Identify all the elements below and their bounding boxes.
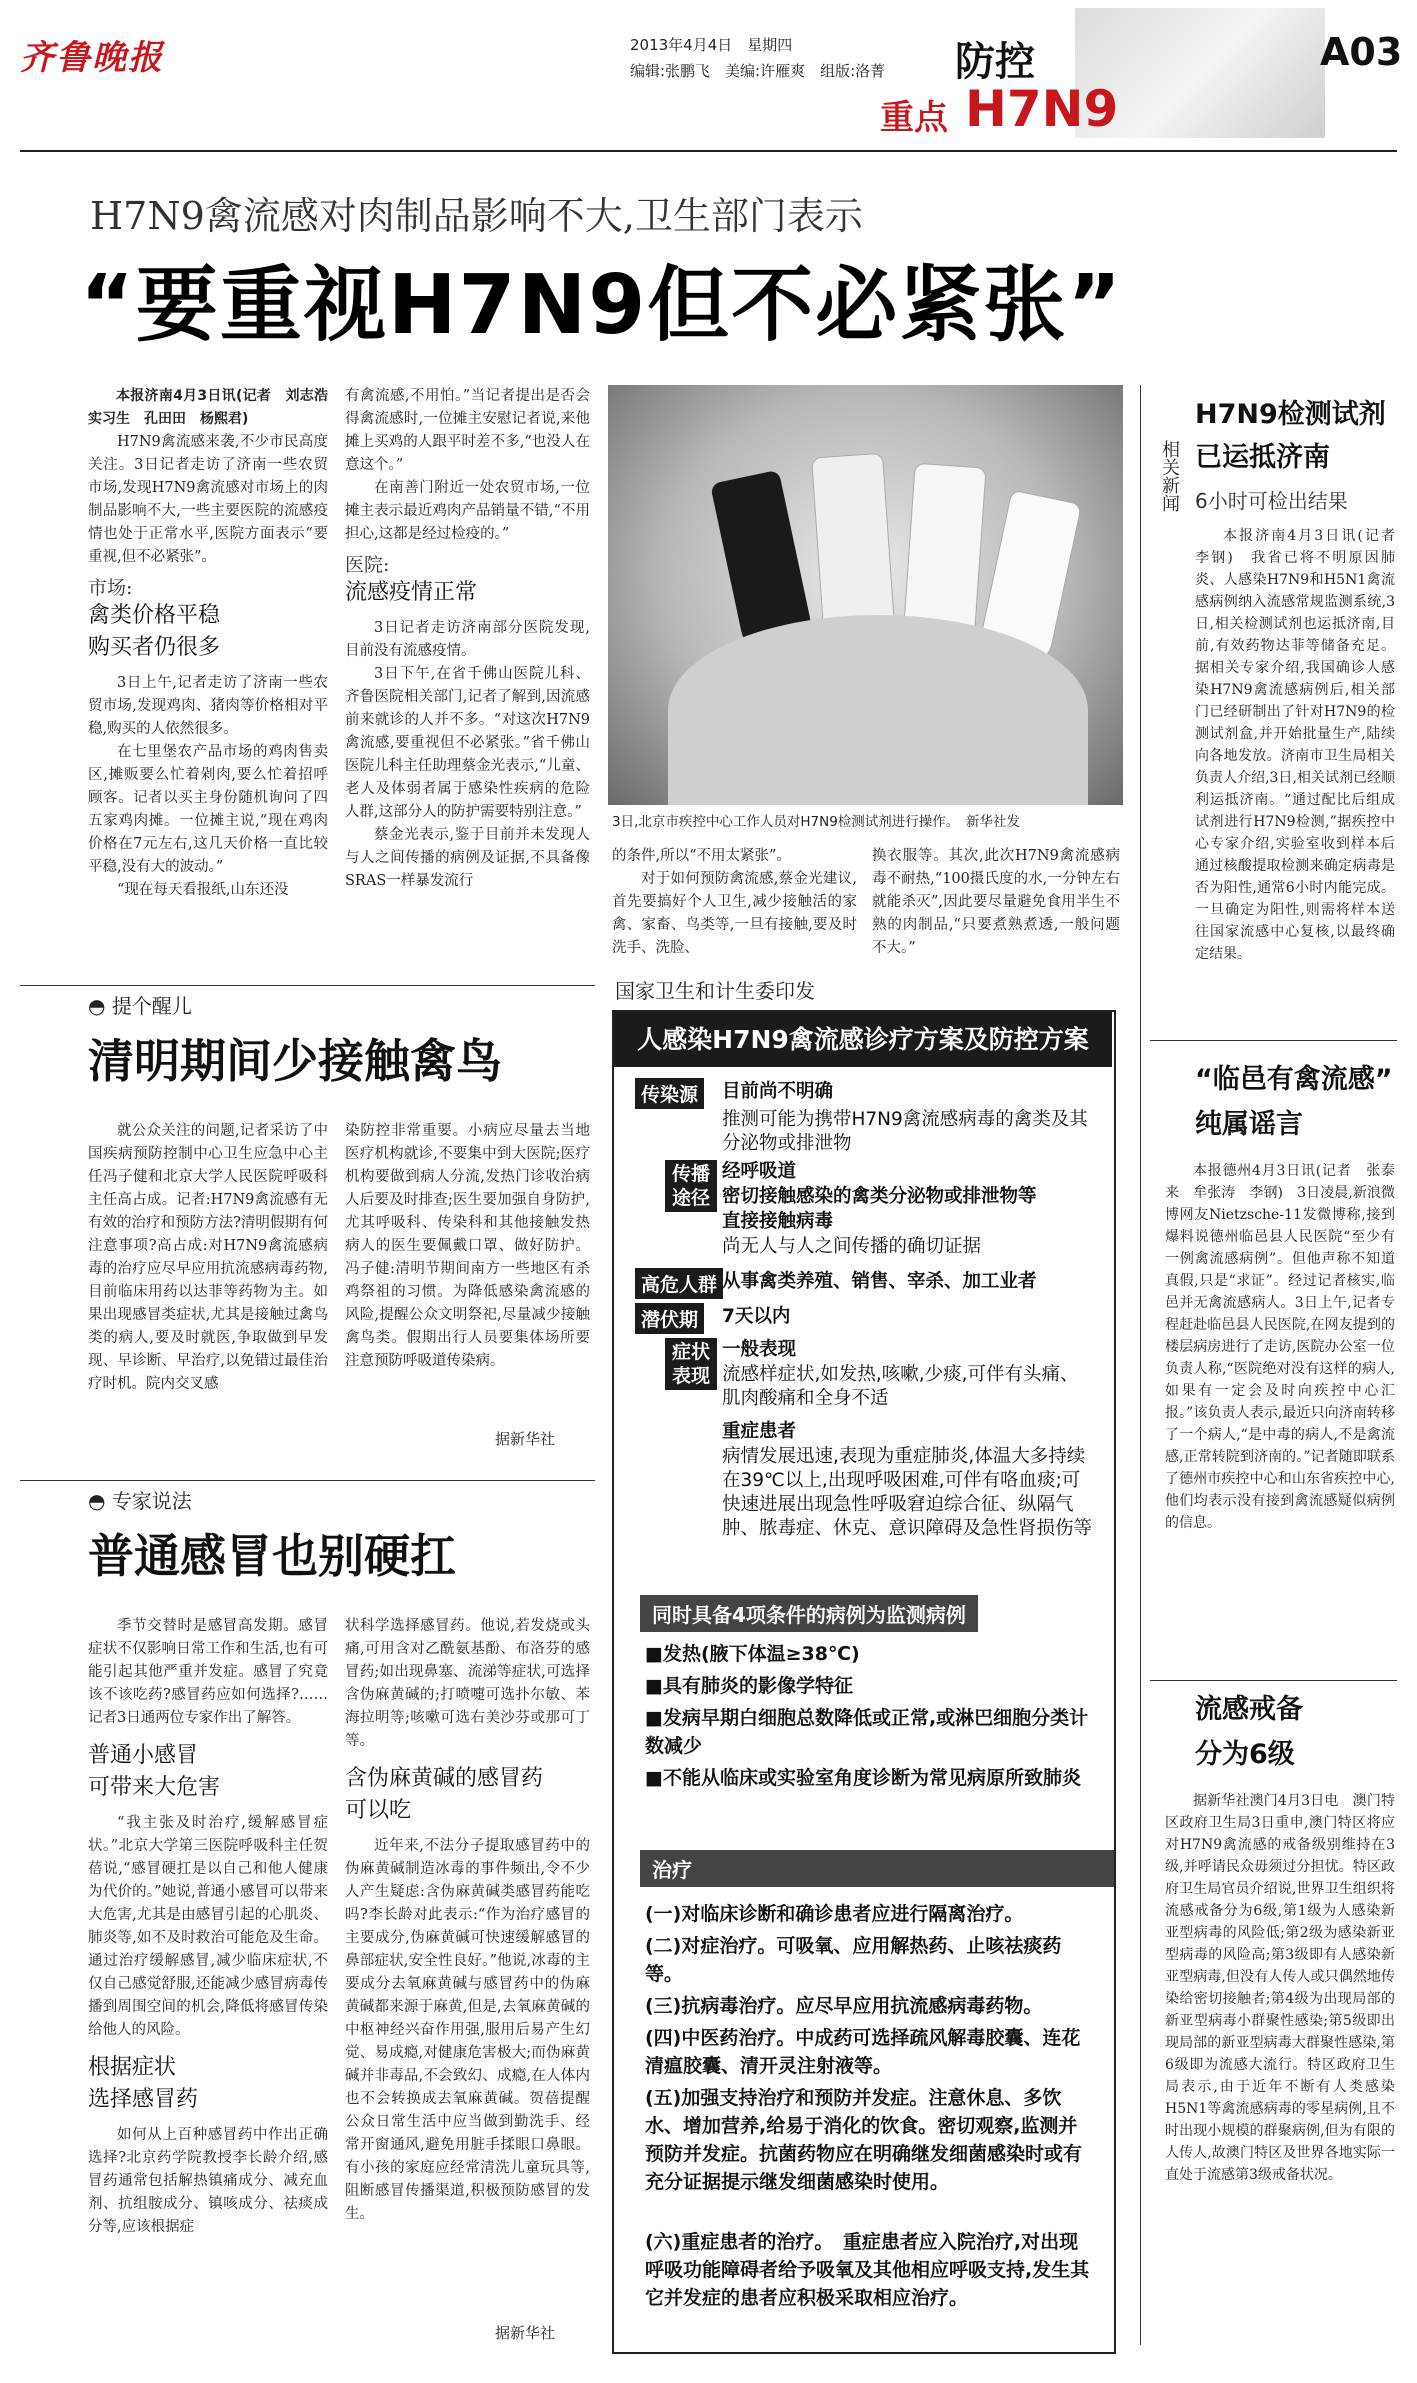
lead-column-2 [345, 385, 590, 893]
plan-route-1: 经呼吸道 [722, 1161, 797, 1182]
sidebar-1-body [1195, 525, 1409, 965]
expert-subtitle: 选择感冒药 [88, 2087, 199, 2112]
sidebar-rule [1150, 1040, 1397, 1041]
masthead: 齐鲁晚报 [20, 38, 164, 78]
header-rule [20, 150, 1397, 152]
section-h7n9-label: H7N9 [965, 80, 1119, 138]
expert-kicker: ◓ 专家说法 [88, 1489, 192, 1513]
page-number: A03 [1320, 30, 1403, 74]
expert-paragraph: 季节交替时是感冒高发期。感冒症状不仅影响日常工作和生活,也有可能引起其他严重并发症。感冒了究竟该不该吃药?感冒药应如何选择?……记者3日通两位专家作出了解答。 [88, 1618, 328, 1726]
lead-photo [608, 385, 1123, 805]
lead-paragraph: 有禽流感,不用怕。”当记者提出是否会得禽流感时,一位摊主安慰记者说,来他摊上买鸡的人跟平时差不多,“也没人在意这个。” [345, 388, 590, 473]
qingming-title: 清明期间少接触禽鸟 [88, 1034, 502, 1088]
tag-risk: 高危人群 [635, 1268, 723, 1299]
label-hospital: 医院: [345, 554, 390, 576]
treatment-item: (五)加强支持治疗和预防并发症。注意休息、多饮水、增加营养,给易于消化的饮食。密切观察,监测并预防并发症。抗菌药物应在明确继发细菌感染时或有充分证据提示继发细菌感染时使用。 [645, 2087, 1083, 2193]
expert-subtitle: 普通小感冒 [88, 1743, 199, 1768]
lead-paragraph: 3日下午,在省千佛山医院儿科、齐鲁医院相关部门,记者了解到,因流感前来就诊的人并不多。“对这次H7N9禽流感,要重视但不必紧张。”省千佛山医院儿科主任助理蔡金光表示,“儿童、老人及体弱者属于感染性疾病的危险人群,这部分人的防护需要特别注意。” [345, 666, 590, 820]
tag-symptom: 症状表现 [665, 1338, 717, 1390]
expert-paragraph: 状科学选择感冒药。他说,若发烧或头痛,可用含对乙酰氨基酚、布洛芬的感冒药;如出现鼻塞、流涕等症状,可选择含伪麻黄碱的;打喷嚏可选扑尔敏、苯海拉明等;咳嗽可选右美沙芬或那可丁等。 [345, 1618, 590, 1749]
treatment-item: (四)中医药治疗。中成药可选择疏风解毒胶囊、连花清瘟胶囊、清开灵注射液等。 [645, 2027, 1081, 2077]
qingming-kicker-text: 提个醒儿 [111, 994, 192, 1018]
treatment-item: (六)重症患者的治疗。 重症患者应入院治疗,对出现呼吸功能障碍者给予吸氧及其他相应呼吸支持,发生其它并发症的患者应积极采取相应治疗。 [645, 2231, 1090, 2309]
treatment-item: (三)抗病毒治疗。应尽早应用抗流感病毒药物。 [645, 1995, 1043, 2017]
sidebar-paragraph: 本报德州4月3日讯(记者 张泰来 牟张涛 李钢) 3日凌晨,新浪微博网友Nietzsche-11发微博称,接到爆料说德州临邑县人民医院“至少有一例禽流感病例”。但他声称不知道真假,只是“求证”。经过记者核实,临邑并无禽流感病人。3日上午,记者专程赶赴临邑县人民医院,在网友提到的楼层病房进行了走访,医院办公室一位负责人称,“医院绝对没有这样的病人,如果有一定会及时向疾控中心汇报。”该负责人表示,最近只向济南转移了一个病人,“是中毒的病人,不是禽流感,正常转院到济南的。”记者随即联系了德州市疾控中心和山东省疾控中心,他们均表示没有接到禽流感疑似病例的信息。 [1165, 1163, 1395, 1531]
treatment-header: 治疗 [640, 1850, 1114, 1887]
sidebar-3-body [1165, 1790, 1395, 2186]
expert-paragraph: “我主张及时治疗,缓解感冒症状。”北京大学第三医院呼吸科主任贺蓓说,“感冒硬扛是以自己和他人健康为代价的。”她说,普通小感冒可以带来大危害,尤其是由感冒引起的心肌炎、肺炎等,如不及时救治可能危及生命。通过治疗缓解感冒,减少临床症状,不仅自己感觉舒服,还能减少感冒病毒传播到周围空间的机会,降低将感冒传染给他人的风险。 [88, 1815, 328, 2038]
sidebar-paragraph: 本报济南4月3日讯(记者 李钢) 我省已将不明原因肺炎、人感染H7N9和H5N1禽流感病例纳入流感常规监测系统,3日,相关检测试剂也运抵济南,目前,有效药物达菲等储备充足。据相关专家介绍,我国确诊人感染H7N9禽流感病例后,相关部门已经研制出了针对H7N9的检测试剂盒,并开始批量生产,陆续向各地发放。济南市卫生局相关负责人介绍,3日,相关试剂已经顺利运抵济南。“通过配比后组成试剂进行H7N9检测,”据疾控中心专家介绍,实验室收到样本后通过核酸提取检测来确定病毒是否为阳性,通常6小时内能完成。一旦确定为阳性,则需将样本送往国家流感中心复核,以最终确定结果。 [1195, 528, 1409, 962]
editors-line: 编辑:张鹏飞 美编:许雁爽 组版:洛菁 [630, 62, 886, 80]
section-topic-label: 防控 [955, 39, 1035, 85]
sidebar-3-title-2: 分为6级 [1195, 1739, 1295, 1770]
monitor-item: ■不能从临床或实验室角度诊断为常见病原所致肺炎 [645, 1767, 1081, 1789]
plan-symptom-severe: 病情发展迅速,表现为重症肺炎,体温大多持续在39℃以上,出现呼吸困难,可伴有咯血痰;可快速进展出现急性呼吸窘迫综合征、纵隔气肿、脓毒症、休克、意识障碍及急性肾损伤等 [722, 1446, 1093, 1539]
section-rule [20, 1480, 595, 1481]
expert-column-1 [88, 1615, 328, 2239]
plan-risk: 从事禽类养殖、销售、宰杀、加工业者 [722, 1271, 1037, 1292]
sidebar-paragraph: 据新华社澳门4月3日电 澳门特区政府卫生局3日重申,澳门特区将应对H7N9禽流感的戒备级别维持在3级,并呼请民众毋须过分担忧。特区政府卫生局官员介绍说,世界卫生组织将流感戒备分为6级,第1级为人感染新亚型病毒的风险低;第2级为感染新亚型病毒的风险高;第3级即有人感染新亚型病毒,但没有人传人或只偶然地传染给密切接触者;第4级为出现局部的新亚型病毒小群聚性感染;第5级即出现局部的新亚型病毒大群聚性感染,第6级即为流感大流行。特区政府卫生局表示,由于近年不断有人类感染H5N1等禽流感病毒的零星病例,且不时出现小规模的群聚病例,但为有限的人传人,故澳门特区及世界各地实际一直处于流感第3级戒备状况。 [1165, 1793, 1395, 2183]
monitor-item: ■具有肺炎的影像学特征 [645, 1675, 853, 1697]
lead-paragraph: H7N9禽流感来袭,不少市民高度关注。3日记者走访了济南一些农贸市场,发现H7N9禽流感对市场上的肉制品影响不大,一些主要医院的流感疫情也处于正常水平,医院方面表示“要重视,但不必紧张”。 [88, 434, 328, 565]
lead-paragraph: 的条件,所以“不用太紧张”。 [612, 848, 791, 864]
lead-byline: 本报济南4月3日讯(记者 刘志浩 实习生 孔田田 杨熙君) [88, 388, 342, 427]
lead-paragraph: 3日记者走访济南部分医院发现,目前没有流感疫情。 [345, 620, 590, 659]
lead-paragraph: 对于如何预防禽流感,蔡金光建议,首先要搞好个人卫生,减少接触活的家禽、家畜、鸟类等,一旦有接触,要及时洗手、洗脸、 [612, 871, 857, 956]
qingming-source: 据新华社 [495, 1430, 556, 1448]
issue-date: 2013年4月4日 星期四 [630, 36, 793, 54]
plan-source-detail: 推测可能为携带H7N9禽流感病毒的禽类及其分泌物或排泄物 [722, 1109, 1088, 1154]
expert-subtitle: 含伪麻黄碱的感冒药 [345, 1766, 544, 1791]
lead-paragraph: 换衣服等。其次,此次H7N9禽流感病毒不耐热,“100摄氏度的水,一分钟左右就能杀灭”,因此要尽量避免食用半生不熟的肉制品,“只要煮熟煮透,一般问题不大。” [872, 848, 1120, 956]
section-rule [20, 985, 595, 986]
monitor-header: 同时具备4项条件的病例为监测病例 [640, 1595, 978, 1632]
plan-symptom-severe-title: 重症患者 [722, 1421, 797, 1442]
expert-column-2 [345, 1615, 590, 2226]
hospital-title: 流感疫情正常 [345, 580, 478, 605]
sidebar-1-title-2: 已运抵济南 [1195, 442, 1330, 473]
expert-subtitle: 根据症状 [88, 2055, 177, 2080]
monitor-item: ■发病早期白细胞总数降低或正常,或淋巴细胞分类计数减少 [645, 1707, 1089, 1757]
qingming-kicker: ◓ 提个醒儿 [88, 994, 192, 1018]
label-market: 市场: [88, 577, 133, 599]
sidebar-2-title-2: 纯属谣言 [1195, 1109, 1303, 1140]
market-title-1: 禽类价格平稳 [88, 603, 221, 628]
lead-subhead: H7N9禽流感对肉制品影响不大,卫生部门表示 [90, 194, 863, 238]
market-title-2: 购买者仍很多 [88, 635, 221, 660]
qingming-paragraph: 就公众关注的问题,记者采访了中国疾病预防控制中心卫生应急中心主任冯子健和北京大学人民医院呼吸科主任高占成。记者:H7N9禽流感有无有效的治疗和预防方法?清明假期有何注意事项?高占成:对H7N9禽流感病毒的治疗应尽早应用抗流感病毒药物,目前临床用药以达菲等药物为主。如果出现感冒类症状,尤其是接触过禽鸟类的病人,要及时就医,争取做到早发现、早诊断、早治疗,以免错过最佳治疗时机。院内交叉感 [88, 1123, 328, 1392]
related-news-label: 相关新闻 [1159, 440, 1180, 512]
lead-paragraph: 蔡金光表示,鉴于目前并未发现人与人之间传播的病例及证据,不具备像SRAS一样暴发流行 [345, 827, 590, 889]
expert-source: 据新华社 [495, 2324, 556, 2342]
treatment-item: (二)对症治疗。可吸氧、应用解热药、止咳祛痰药等。 [645, 1935, 1062, 1985]
plan-source-main: 目前尚不明确 [722, 1081, 834, 1102]
tag-incubation: 潜伏期 [635, 1303, 704, 1334]
tag-route: 传播途径 [665, 1160, 717, 1212]
qingming-paragraph: 染防控非常重要。小病应尽量去当地医疗机构就诊,不要集中到大医院;医疗机构要做到病人分流,发热门诊收治病人后要及时排查;医生要加强自身防护,尤其呼吸科、传染科和其他接触发热病人的医生要佩戴口罩、做好防护。冯子健:清明节期间南方一些地区有杀鸡祭祖的习惯。为降低感染禽流感的风险,提醒公众文明祭祀,尽量减少接触禽鸟类。假期出行人员要集体场所要注意预防呼吸道传染病。 [345, 1123, 590, 1369]
expert-paragraph: 近年来,不法分子提取感冒药中的伪麻黄碱制造冰毒的事件频出,令不少人产生疑虑:含伪麻黄碱类感冒药能吃吗?李长龄对此表示:“作为治疗感冒的主要成分,伪麻黄碱可快速缓解感冒的鼻部症状,安全性良好。”他说,冰毒的主要成分去氧麻黄碱与感冒药中的伪麻黄碱都来源于麻黄,但是,去氧麻黄碱的中枢神经兴奋作用强,服用后易产生幻觉、易成瘾,对健康危害极大;而伪麻黄碱并非毒品,不会致幻、成瘾,在人体内也不会转换成去氧麻黄碱。贺蓓提醒公众日常生活中应当做到勤洗手、经常开窗通风,避免用脏手揉眼口鼻眼。有小孩的家庭应经常清洗儿童玩具等,阻断感冒传播渠道,积极预防感冒的发生。 [345, 1838, 590, 2222]
treatment-item: (一)对临床诊断和确诊患者应进行隔离治疗。 [645, 1903, 1024, 1925]
sidebar-rule [1150, 1680, 1397, 1681]
expert-title: 普通感冒也别硬扛 [88, 1529, 456, 1583]
plan-issuer: 国家卫生和计生委印发 [615, 979, 815, 1003]
sidebar-divider [1140, 385, 1141, 2345]
plan-symptom-general: 流感样症状,如发热,咳嗽,少痰,可伴有头痛、肌肉酸痛和全身不适 [722, 1364, 1079, 1409]
plan-route-2: 密切接触感染的禽类分泌物或排泄物等 [722, 1186, 1037, 1207]
sidebar-2-title-1: “临邑有禽流感” [1195, 1064, 1393, 1095]
plan-route-note: 尚无人与人之间传播的确切证据 [722, 1236, 982, 1257]
lead-paragraph: “现在每天看报纸,山东还没 [117, 882, 289, 898]
sidebar-3-title-1: 流感戒备 [1195, 1694, 1303, 1725]
lead-paragraph: 3日上午,记者走访了济南一些农贸市场,发现鸡肉、猪肉等价格相对平稳,购买的人依然很多。 [88, 675, 328, 737]
photo-caption: 3日,北京市疾控中心工作人员对H7N9检测试剂进行操作。 新华社发 [612, 814, 1021, 830]
lead-column-4 [872, 845, 1120, 960]
lead-headline: “要重视H7N9但不必紧张” [80, 258, 1124, 353]
expert-paragraph: 如何从上百种感冒药中作出正确选择?北京药学院教授李长龄介绍,感冒药通常包括解热镇痛成分、减充血剂、抗组胺成分、镇咳成分、祛痰成分等,应该根据症 [88, 2127, 328, 2235]
monitor-item: ■发热(腋下体温≥38℃) [645, 1643, 860, 1665]
lead-paragraph: 在七里堡农产品市场的鸡肉售卖区,摊贩要么忙着剁肉,要么忙着招呼顾客。记者以买主身份随机询问了四五家鸡肉摊。一位摊主说,“现在鸡肉价格在7元左右,这几天价格一直比较平稳,没有大的波动。” [88, 744, 328, 875]
lead-column-3 [612, 845, 857, 960]
expert-subtitle: 可以吃 [345, 1798, 412, 1823]
plan-route-3: 直接接触病毒 [722, 1211, 834, 1232]
qingming-column-1 [88, 1120, 328, 1396]
lead-paragraph: 在南善门附近一处农贸市场,一位摊主表示最近鸡肉产品销量不错,“不用担心,这都是经过检疫的。” [345, 480, 590, 542]
plan-symptom-general-title: 一般表现 [722, 1339, 797, 1360]
plan-title: 人感染H7N9禽流感诊疗方案及防控方案 [614, 1012, 1112, 1067]
expert-subtitle: 可带来大危害 [88, 1775, 221, 1800]
section-key-label: 重点 [880, 98, 948, 138]
sidebar-1-subtitle: 6小时可检出结果 [1195, 489, 1348, 513]
plan-incubation: 7天以内 [722, 1306, 791, 1327]
tag-source: 传染源 [635, 1078, 704, 1109]
lead-column-1 [88, 385, 342, 902]
expert-kicker-text: 专家说法 [111, 1489, 192, 1513]
sidebar-2-body [1165, 1160, 1395, 1534]
sidebar-1-title-1: H7N9检测试剂 [1195, 399, 1386, 430]
qingming-column-2 [345, 1120, 590, 1373]
